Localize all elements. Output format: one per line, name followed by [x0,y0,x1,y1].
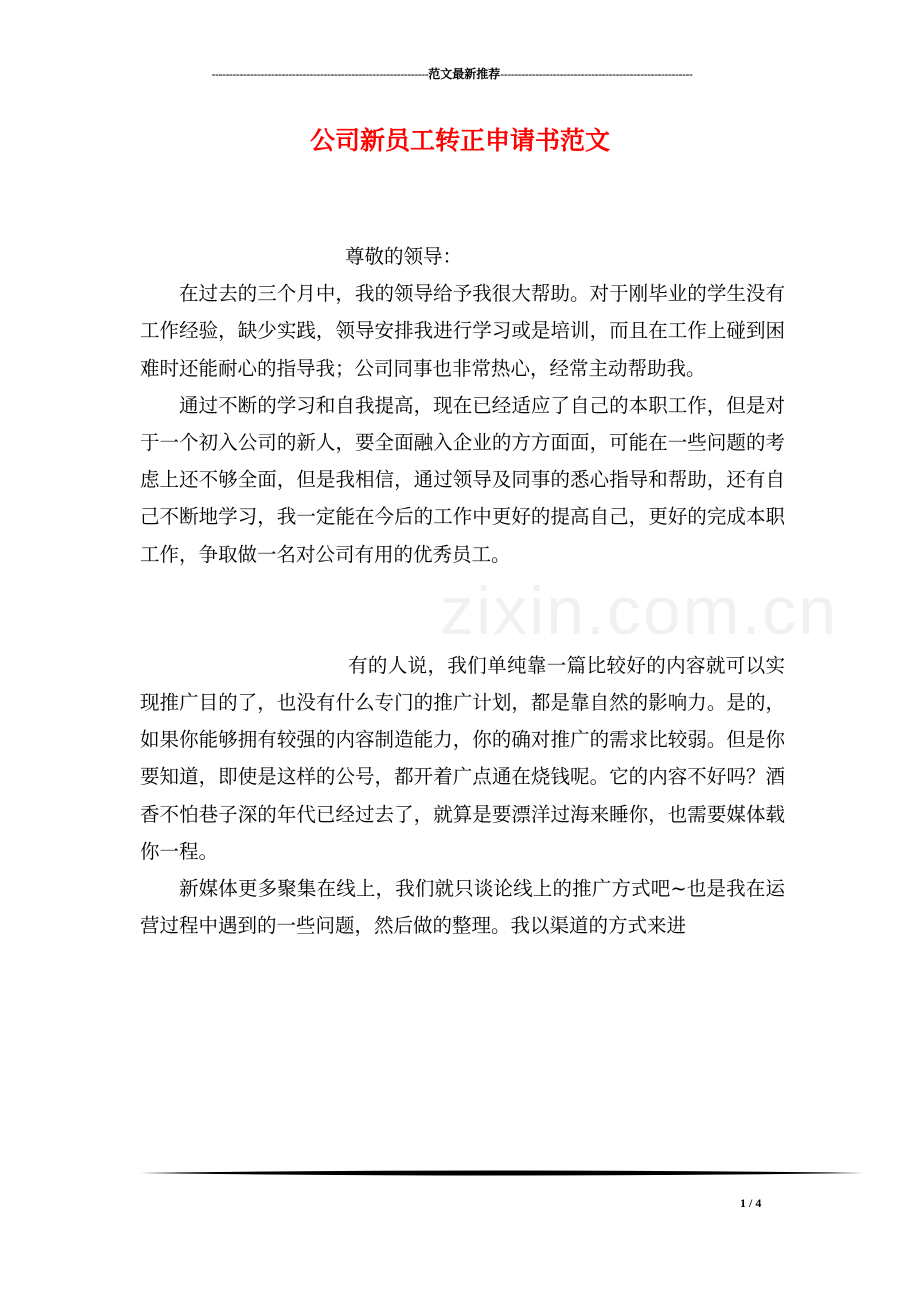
paragraph: 有的人说，我们单纯靠一篇比较好的内容就可以实现推广目的了，也没有什么专门的推广计划，都是靠自然的影响力。是的，如果你能够拥有较强的内容制造能力，你的确对推广的需求比较弱。但是你要知道，即使是这样的公号，都开着广点通在烧钱呢。它的内容不好吗？酒香不怕巷子深的年代已经过去了，就算是要漂洋过海来睡你，也需要媒体载你一程。 [140,653,785,863]
watermark: zixin.com.cn [440,573,839,649]
paragraph: 新媒体更多聚集在线上，我们就只谈论线上的推广方式吧~也是我在运营过程中遇到的一些问题，然后做的整理。我以渠道的方式来进 [140,877,785,938]
header-dashes-right: ------------------------------------------------------- [500,67,693,81]
footer-rule [140,1168,864,1178]
page-number: 1 / 4 [740,1196,762,1210]
paragraph-spacer [140,573,785,647]
document-body [140,238,785,944]
paragraph: 通过不断的学习和自我提高，现在已经适应了自己的本职工作，但是对于一个初入公司的新人，要全面融入企业的方方面面，可能在一些问题的考虑上还不够全面，但是我相信，通过领导及同事的悉心指导和帮助，还有自己不断地学习，我一定能在今后的工作中更好的提高自己，更好的完成本职工作，争取做一名对公司有用的优秀员工。 [140,393,785,566]
header-label: 范文最新推荐 [428,67,501,81]
header-dashes-left: -------------------------------------------------------------- [211,67,429,81]
paragraph: 在过去的三个月中，我的领导给予我很大帮助。对于刚毕业的学生没有工作经验，缺少实践，领导安排我进行学习或是培训，而且在工作上碰到困难时还能耐心的指导我；公司同事也非常热心，经常主动帮助我。 [140,282,785,380]
salutation: 尊敬的领导： [345,245,463,268]
document-title: 公司新员工转正申请书范文 [309,126,610,155]
page-header [138,66,766,82]
